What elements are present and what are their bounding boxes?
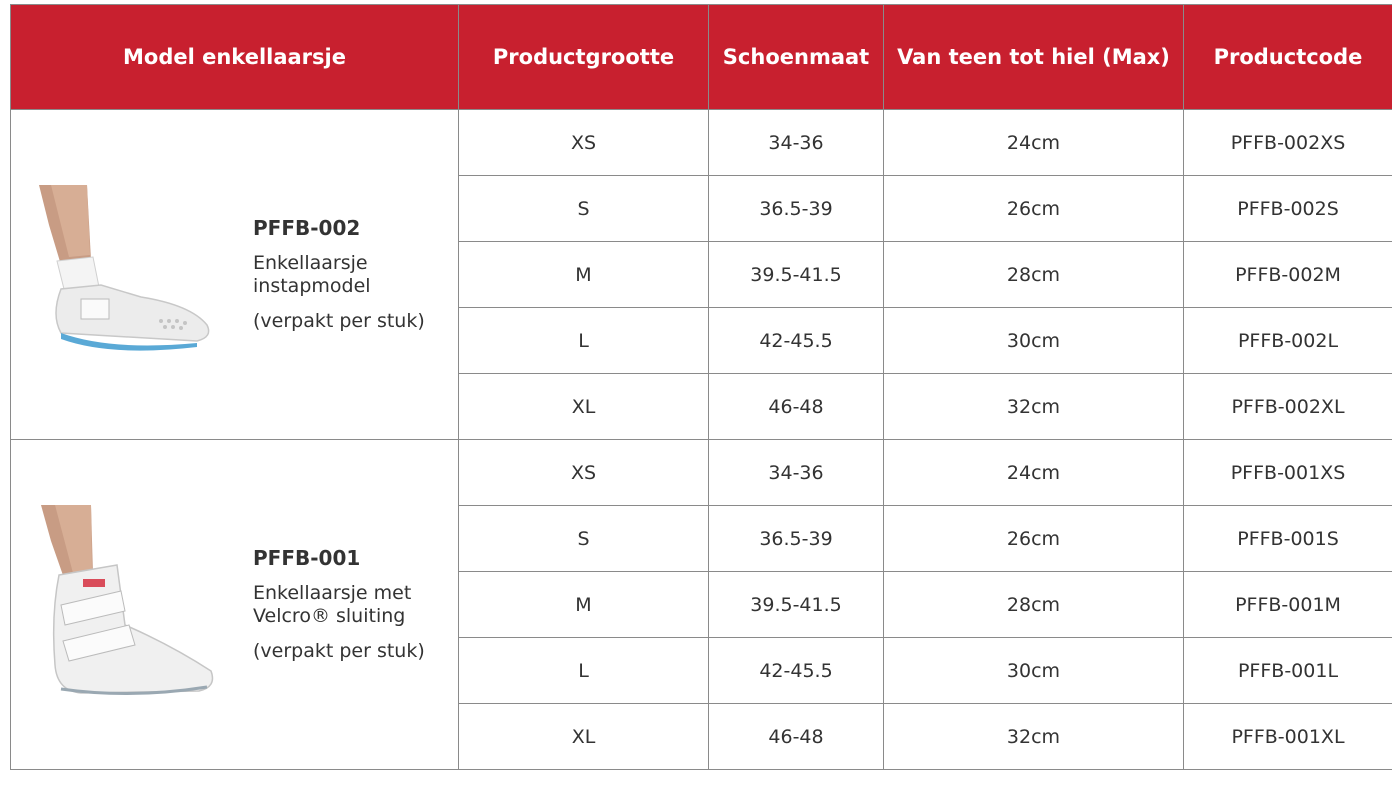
cell-shoe-size: 39.5-41.5 — [709, 242, 884, 308]
cell-length: 30cm — [884, 308, 1184, 374]
cell-shoe-size: 36.5-39 — [709, 506, 884, 572]
cell-shoe-size: 39.5-41.5 — [709, 572, 884, 638]
cell-size: L — [459, 308, 709, 374]
cell-shoe-size: 34-36 — [709, 110, 884, 176]
product-packing: (verpakt per stuk) — [253, 310, 425, 332]
cell-product-code: PFFB-002XS — [1184, 110, 1392, 176]
cell-size: S — [459, 506, 709, 572]
header-shoe-size: Schoenmaat — [709, 5, 884, 110]
cell-length: 26cm — [884, 506, 1184, 572]
cell-shoe-size: 34-36 — [709, 440, 884, 506]
product-packing: (verpakt per stuk) — [253, 640, 425, 662]
cell-shoe-size: 46-48 — [709, 374, 884, 440]
table-row — [11, 110, 1392, 176]
product-model-cell — [11, 110, 459, 440]
cell-size: S — [459, 176, 709, 242]
cell-size: XL — [459, 374, 709, 440]
table-row — [11, 440, 1392, 506]
cell-product-code: PFFB-002XL — [1184, 374, 1392, 440]
velcro-ankle-boot-photo-icon — [21, 495, 241, 715]
cell-size: XL — [459, 704, 709, 770]
size-chart-table — [10, 4, 1392, 770]
cell-shoe-size: 42-45.5 — [709, 638, 884, 704]
cell-product-code: PFFB-002M — [1184, 242, 1392, 308]
cell-length: 32cm — [884, 704, 1184, 770]
header-product-code: Productcode — [1184, 5, 1392, 110]
cell-size: M — [459, 572, 709, 638]
cell-product-code: PFFB-001L — [1184, 638, 1392, 704]
header-model: Model enkellaarsje — [11, 5, 459, 110]
cell-shoe-size: 46-48 — [709, 704, 884, 770]
cell-shoe-size: 42-45.5 — [709, 308, 884, 374]
cell-length: 30cm — [884, 638, 1184, 704]
cell-product-code: PFFB-002L — [1184, 308, 1392, 374]
cell-length: 28cm — [884, 572, 1184, 638]
cell-product-code: PFFB-001M — [1184, 572, 1392, 638]
product-model-cell — [11, 440, 459, 770]
product-description: Enkellaarsje met Velcro® sluiting — [253, 582, 412, 627]
cell-product-code: PFFB-001S — [1184, 506, 1392, 572]
cell-size: XS — [459, 110, 709, 176]
cell-length: 26cm — [884, 176, 1184, 242]
cell-size: L — [459, 638, 709, 704]
cell-product-code: PFFB-001XS — [1184, 440, 1392, 506]
cell-shoe-size: 36.5-39 — [709, 176, 884, 242]
product-code-title: PFFB-001 — [253, 546, 361, 570]
cell-product-code: PFFB-002S — [1184, 176, 1392, 242]
slip-on-ankle-boot-photo-icon — [21, 165, 241, 385]
product-code-title: PFFB-002 — [253, 216, 361, 240]
cell-size: M — [459, 242, 709, 308]
cell-length: 24cm — [884, 440, 1184, 506]
cell-size: XS — [459, 440, 709, 506]
header-length: Van teen tot hiel (Max) — [884, 5, 1184, 110]
cell-length: 32cm — [884, 374, 1184, 440]
header-row — [11, 5, 1392, 110]
product-description: Enkellaarsje instapmodel — [253, 252, 371, 297]
cell-product-code: PFFB-001XL — [1184, 704, 1392, 770]
cell-length: 28cm — [884, 242, 1184, 308]
cell-length: 24cm — [884, 110, 1184, 176]
header-size: Productgrootte — [459, 5, 709, 110]
